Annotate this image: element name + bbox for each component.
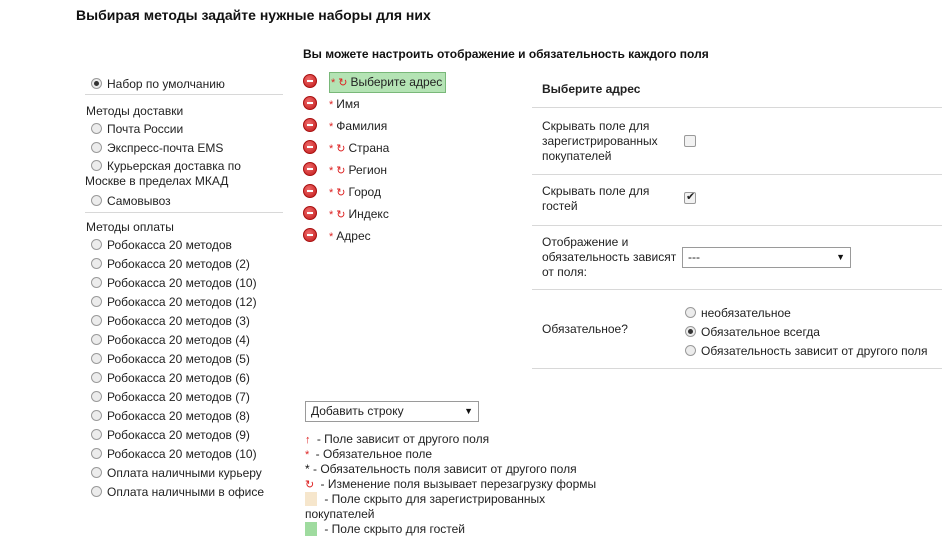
field-row[interactable] — [303, 182, 381, 202]
radio-icon[interactable] — [91, 258, 102, 269]
legend-dependent-required — [305, 462, 577, 477]
radio-payment-4[interactable] — [85, 294, 257, 310]
radio-label: Робокасса 20 методов (10) — [107, 447, 257, 461]
field-label: Адрес — [336, 229, 371, 243]
field-label: Регион — [348, 163, 388, 177]
add-row-select[interactable] — [305, 401, 479, 422]
field-item[interactable] — [329, 185, 381, 199]
legend-depends — [305, 432, 489, 448]
field-item[interactable] — [329, 119, 387, 133]
add-row-select-value: Добавить строку — [311, 404, 404, 418]
chevron-down-icon: ▼ — [836, 252, 845, 262]
radio-payment-9[interactable] — [85, 389, 250, 405]
legend-text: - Изменение поля вызывает перезагрузку формы — [317, 477, 597, 491]
radio-icon[interactable] — [91, 142, 102, 153]
radio-label: Робокасса 20 методов (7) — [107, 390, 250, 404]
arrow-up-icon: ↑ — [305, 434, 311, 446]
radio-icon[interactable] — [91, 78, 102, 89]
radio-label: Экспресс-почта EMS — [107, 141, 224, 155]
hide-guests-checkbox[interactable] — [684, 192, 696, 204]
fields-heading: Вы можете настроить отображение и обязательность каждого поля — [303, 47, 709, 61]
radio-payment-8[interactable] — [85, 370, 250, 386]
payment-methods-title: Методы оплаты — [86, 220, 174, 234]
delete-icon[interactable] — [303, 74, 317, 88]
radio-label: Робокасса 20 методов (9) — [107, 428, 250, 442]
radio-icon[interactable] — [91, 160, 102, 171]
depends-on-label: Отображение и обязательность зависят от поля: — [542, 235, 677, 279]
radio-icon[interactable] — [685, 307, 696, 318]
divider — [532, 174, 942, 175]
delete-icon[interactable] — [303, 140, 317, 154]
divider — [532, 225, 942, 226]
field-item[interactable] — [329, 229, 371, 243]
hide-guests-label: Скрывать поле для гостей — [542, 184, 650, 213]
dependent-star-icon: * — [305, 462, 310, 476]
required-option[interactable] — [685, 343, 928, 359]
field-label: Индекс — [348, 207, 389, 221]
reload-icon: ↻ — [336, 143, 346, 155]
radio-payment-3[interactable] — [85, 275, 257, 291]
radio-delivery-3[interactable] — [85, 159, 275, 191]
radio-icon[interactable] — [91, 429, 102, 440]
field-label: Фамилия — [336, 119, 388, 133]
required-star-icon: * — [329, 99, 334, 111]
radio-payment-11[interactable] — [85, 427, 250, 443]
radio-label: Почта России — [107, 122, 184, 136]
radio-icon[interactable] — [685, 326, 696, 337]
radio-delivery-2[interactable] — [85, 140, 223, 156]
field-row[interactable] — [303, 116, 387, 136]
legend-text: - Поле скрыто для гостей — [321, 522, 465, 536]
field-row[interactable] — [303, 204, 389, 224]
divider — [85, 94, 283, 95]
radio-icon[interactable] — [91, 391, 102, 402]
radio-label: Обязательность зависит от другого поля — [701, 344, 928, 358]
radio-icon[interactable] — [91, 315, 102, 326]
radio-label: Робокасса 20 методов (5) — [107, 352, 250, 366]
panel-title: Выберите адрес — [542, 82, 641, 96]
radio-icon[interactable] — [91, 467, 102, 478]
page-title: Выбирая методы задайте нужные наборы для них — [76, 7, 431, 23]
field-row[interactable] — [303, 94, 360, 114]
hide-registered-label: Скрывать поле для зарегистрированных покупателей — [542, 119, 658, 163]
radio-icon[interactable] — [685, 345, 696, 356]
field-row[interactable] — [303, 226, 371, 246]
radio-payment-7[interactable] — [85, 351, 250, 367]
field-label: Выберите адрес — [350, 75, 443, 89]
reload-icon: ↻ — [338, 77, 348, 89]
field-item[interactable] — [329, 72, 446, 93]
required-option[interactable] — [685, 305, 791, 321]
radio-icon[interactable] — [91, 448, 102, 459]
radio-payment-1[interactable] — [85, 237, 232, 253]
radio-payment-2[interactable] — [85, 256, 250, 272]
required-star-icon: * — [329, 209, 334, 221]
legend-text: покупателей — [305, 507, 375, 521]
radio-default-set[interactable] — [85, 76, 225, 92]
field-label: Имя — [336, 97, 360, 111]
delete-icon[interactable] — [303, 184, 317, 198]
required-star-icon: * — [305, 449, 310, 461]
radio-label: Оплата наличными курьеру — [107, 466, 262, 480]
legend-hidden-registered — [305, 492, 545, 507]
radio-delivery-1[interactable] — [85, 121, 183, 137]
required-star-icon: * — [329, 143, 334, 155]
radio-icon[interactable] — [91, 239, 102, 250]
legend-hidden-guests — [305, 522, 465, 537]
radio-label: Оплата наличными в офисе — [107, 485, 265, 499]
divider — [85, 212, 283, 213]
divider — [532, 368, 942, 369]
radio-payment-12[interactable] — [85, 446, 257, 462]
radio-label: Робокасса 20 методов (4) — [107, 333, 250, 347]
delete-icon[interactable] — [303, 118, 317, 132]
radio-label: Робокасса 20 методов (6) — [107, 371, 250, 385]
legend-text: - Поле скрыто для зарегистрированных — [321, 492, 546, 506]
radio-label: Набор по умолчанию — [107, 77, 225, 91]
delete-icon[interactable] — [303, 206, 317, 220]
legend-text: - Поле зависит от другого поля — [313, 432, 490, 446]
radio-label: Робокасса 20 методов (12) — [107, 295, 257, 309]
radio-label: необязательное — [701, 306, 791, 320]
radio-payment-10[interactable] — [85, 408, 250, 424]
field-item[interactable] — [329, 163, 387, 177]
depends-on-select-value: --- — [688, 250, 700, 264]
field-label: Город — [348, 185, 381, 199]
radio-icon[interactable] — [91, 486, 102, 497]
legend-reload — [305, 477, 596, 493]
radio-label: Робокасса 20 методов (2) — [107, 257, 250, 271]
radio-icon[interactable] — [91, 372, 102, 383]
hide-registered-checkbox[interactable] — [684, 135, 696, 147]
radio-icon[interactable] — [91, 296, 102, 307]
reload-icon: ↻ — [305, 479, 315, 491]
reload-icon: ↻ — [336, 165, 346, 177]
required-option[interactable] — [685, 324, 820, 340]
required-star-icon: * — [329, 165, 334, 177]
radio-icon[interactable] — [91, 353, 102, 364]
required-star-icon: * — [331, 77, 336, 89]
divider — [532, 289, 942, 290]
field-label: Страна — [348, 141, 390, 155]
reload-icon: ↻ — [336, 187, 346, 199]
delete-icon[interactable] — [303, 96, 317, 110]
radio-icon[interactable] — [91, 123, 102, 134]
divider — [532, 107, 942, 108]
field-item[interactable] — [329, 97, 360, 111]
legend-text: - Обязательность поля зависит от другого поля — [309, 462, 577, 476]
radio-icon[interactable] — [91, 277, 102, 288]
radio-payment-6[interactable] — [85, 332, 250, 348]
hidden-registered-swatch — [305, 492, 317, 506]
legend-hidden-registered-cont — [305, 507, 374, 522]
radio-payment-5[interactable] — [85, 313, 250, 329]
depends-on-select[interactable] — [682, 247, 851, 268]
radio-payment-14[interactable] — [85, 484, 264, 500]
chevron-down-icon: ▼ — [464, 406, 473, 416]
radio-label: Робокасса 20 методов — [107, 238, 232, 252]
required-label: Обязательное? — [542, 322, 628, 336]
radio-icon[interactable] — [91, 195, 102, 206]
radio-delivery-4[interactable] — [85, 193, 171, 209]
legend-text: - Обязательное поле — [312, 447, 433, 461]
field-row[interactable] — [303, 72, 446, 92]
required-star-icon: * — [329, 231, 334, 243]
radio-label: Самовывоз — [107, 194, 171, 208]
radio-label: Обязательное всегда — [701, 325, 820, 339]
field-row[interactable] — [303, 138, 389, 158]
radio-label: Робокасса 20 методов (10) — [107, 276, 257, 290]
field-item[interactable] — [329, 141, 389, 155]
radio-icon[interactable] — [91, 334, 102, 345]
radio-label: Курьерская доставка по Москве в пределах МКАД — [85, 159, 241, 188]
radio-payment-13[interactable] — [85, 465, 262, 481]
reload-icon: ↻ — [336, 209, 346, 221]
field-item[interactable] — [329, 207, 389, 221]
delete-icon[interactable] — [303, 162, 317, 176]
field-row[interactable] — [303, 160, 387, 180]
delivery-methods-title: Методы доставки — [86, 104, 184, 118]
legend-required — [305, 447, 432, 463]
radio-icon[interactable] — [91, 410, 102, 421]
delete-icon[interactable] — [303, 228, 317, 242]
required-star-icon: * — [329, 121, 334, 133]
hidden-guests-swatch — [305, 522, 317, 536]
radio-label: Робокасса 20 методов (8) — [107, 409, 250, 423]
radio-label: Робокасса 20 методов (3) — [107, 314, 250, 328]
required-star-icon: * — [329, 187, 334, 199]
